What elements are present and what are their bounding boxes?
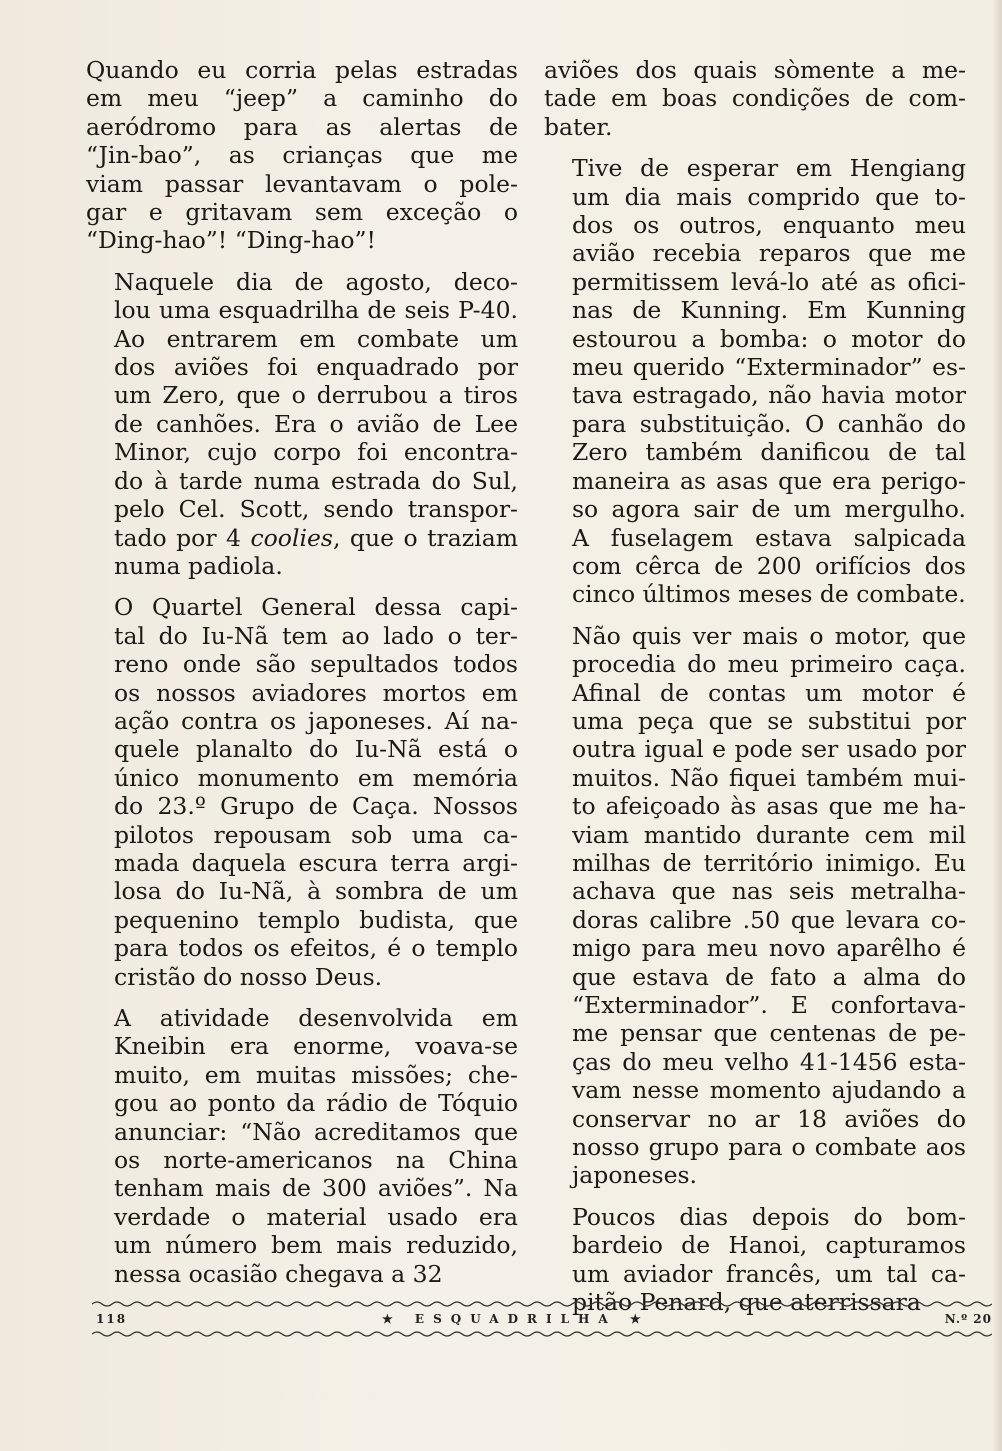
text-line: tava estragado, não havia motor bbox=[572, 381, 966, 410]
text-line: viam passar levantavam o pole- bbox=[86, 169, 518, 198]
text-line: Ao entrarem em combate um bbox=[114, 324, 518, 353]
text-line: muitos. Não fiquei também mui- bbox=[572, 763, 966, 792]
text-line: do à tarde numa estrada do Sul, bbox=[114, 466, 518, 495]
text-line: tado por 4 coolies, que o traziam bbox=[114, 523, 518, 552]
text-line: O Quartel General dessa capi- bbox=[114, 593, 518, 622]
text-line: A atividade desenvolvida em bbox=[114, 1004, 518, 1032]
text-line: nessa ocasião chegava a 32 bbox=[114, 1259, 443, 1288]
text-line: “Exterminador”. E confortava- bbox=[572, 991, 966, 1019]
text-line: doras calibre .50 que levara co- bbox=[572, 905, 966, 934]
text-line: viam mantido durante cem mil bbox=[572, 820, 966, 849]
text-line: Minor, cujo corpo foi encontra- bbox=[114, 438, 518, 467]
paragraph bbox=[544, 154, 966, 609]
text-line: Não quis ver mais o motor, que bbox=[572, 621, 966, 650]
text-line: conservar no ar 18 aviões do bbox=[572, 1104, 966, 1133]
magazine-name: ★ ESQUADRILHA ★ bbox=[382, 1312, 650, 1326]
text-line: “Jin-bao”, as crianças que me bbox=[86, 141, 518, 170]
text-line: Quando eu corria pelas estradas bbox=[86, 56, 518, 84]
text-line: migo para meu novo aparêlho é bbox=[572, 934, 966, 963]
text-line: um Zero, que o derrubou a tiros bbox=[114, 381, 518, 410]
text-line: Kneibin era enorme, voava-se bbox=[114, 1032, 518, 1061]
text-line: avião recebia reparos que me bbox=[572, 239, 966, 268]
text-line: pilotos repousam sob uma ca- bbox=[114, 820, 518, 849]
text-line: tenham mais de 300 aviões”. Na bbox=[114, 1174, 518, 1203]
text-line: vam nesse momento ajudando a bbox=[572, 1076, 966, 1105]
text-line: milhas de território inimigo. Eu bbox=[572, 848, 966, 877]
page-edge-shadow bbox=[992, 0, 1002, 1451]
page-footer bbox=[92, 1300, 992, 1340]
text-line: losa do Iu-Nã, à sombra de um bbox=[114, 877, 518, 906]
text-line: anunciar: “Não acreditamos que bbox=[114, 1117, 518, 1146]
paragraph bbox=[86, 593, 518, 991]
paragraph bbox=[86, 56, 518, 255]
text-line: bater. bbox=[544, 112, 613, 141]
text-line: verdade o material usado era bbox=[114, 1202, 518, 1231]
text-line: de canhões. Era o avião de Lee bbox=[114, 409, 518, 438]
text-line: tal do Iu-Nã tem ao lado o ter- bbox=[114, 621, 518, 650]
text-line: Poucos dias depois do bom- bbox=[572, 1202, 966, 1231]
text-line: aeródromo para as alertas de bbox=[86, 112, 518, 141]
text-line: nosso grupo para o combate aos bbox=[572, 1133, 966, 1162]
text-line: gar e gritavam sem exceção o bbox=[86, 198, 518, 227]
text-line: cristão do nosso Deus. bbox=[114, 962, 383, 991]
text-line: dos os outros, enquanto meu bbox=[572, 211, 966, 240]
text-line: pitão Penard, que aterrissara bbox=[572, 1288, 921, 1317]
text-line: permitissem levá-lo até as ofici- bbox=[572, 267, 966, 296]
text-line: um número bem mais reduzido, bbox=[114, 1231, 518, 1260]
issue-number: N.º 20 bbox=[944, 1312, 992, 1326]
text-line: com cêrca de 200 orifícios dos bbox=[572, 551, 966, 580]
text-line: uma peça que se substitui por bbox=[572, 706, 966, 735]
text-line: meu querido “Exterminador” es- bbox=[572, 353, 966, 382]
text-line: pequenino templo budista, que bbox=[114, 905, 518, 934]
text-line: mada daquela escura terra argi- bbox=[114, 848, 518, 877]
text-line: ação contra os japoneses. Aí na- bbox=[114, 706, 518, 735]
text-line: to afeiçoado às asas que me ha- bbox=[572, 792, 966, 821]
text-line: aviões dos quais sòmente a me- bbox=[544, 56, 966, 84]
text-line: lou uma esquadrilha de seis P-40. bbox=[114, 296, 518, 325]
text-line: muito, em muitas missões; che- bbox=[114, 1060, 518, 1089]
text-line: reno onde são sepultados todos bbox=[114, 650, 518, 679]
text-line: um aviador francês, um tal ca- bbox=[572, 1259, 966, 1288]
text-line: quele planalto do Iu-Nã está o bbox=[114, 735, 518, 764]
text-line: em meu “jeep” a caminho do bbox=[86, 84, 518, 113]
paragraph bbox=[544, 56, 966, 141]
paragraph bbox=[86, 1004, 518, 1288]
text-line: gou ao ponto da rádio de Tóquio bbox=[114, 1089, 518, 1118]
paragraph bbox=[86, 268, 518, 580]
text-line: os norte-americanos na China bbox=[114, 1146, 518, 1175]
text-line: Tive de esperar em Hengiang bbox=[572, 154, 966, 183]
text-line: os nossos aviadores mortos em bbox=[114, 678, 518, 707]
text-line: procedia do meu primeiro caça. bbox=[572, 650, 966, 679]
page-number: 118 bbox=[96, 1312, 128, 1326]
text-line: “Ding-hao”! “Ding-hao”! bbox=[86, 226, 376, 255]
footer-wavy-rule-top bbox=[92, 1300, 992, 1308]
text-line: um dia mais comprido que to- bbox=[572, 182, 966, 211]
text-line: Afinal de contas um motor é bbox=[572, 678, 966, 707]
text-line: maneira as asas que era perigo- bbox=[572, 466, 966, 495]
left-column bbox=[86, 56, 518, 1301]
text-line: pelo Cel. Scott, sendo transpor- bbox=[114, 495, 518, 524]
text-line: do 23.º Grupo de Caça. Nossos bbox=[114, 792, 518, 821]
text-line: numa padiola. bbox=[114, 551, 283, 580]
text-line: único monumento em memória bbox=[114, 763, 518, 792]
paragraph bbox=[544, 622, 966, 1190]
text-line: so agora sair de um mergulho. bbox=[572, 495, 966, 524]
text-line: me pensar que centenas de pe- bbox=[572, 1019, 966, 1048]
text-line: Zero também danificou de tal bbox=[572, 438, 966, 467]
text-line: para substituição. O canhão do bbox=[572, 409, 966, 438]
text-line: achava que nas seis metralha- bbox=[572, 877, 966, 906]
text-line: A fuselagem estava salpicada bbox=[572, 523, 966, 552]
text-line: ças do meu velho 41-1456 esta- bbox=[572, 1047, 966, 1076]
text-line: nas de Kunning. Em Kunning bbox=[572, 296, 966, 325]
text-line: que estava de fato a alma do bbox=[572, 962, 966, 991]
text-line: Naquele dia de agosto, deco- bbox=[114, 267, 518, 296]
text-line: outra igual e pode ser usado por bbox=[572, 735, 966, 764]
text-line: estourou a bomba: o motor do bbox=[572, 324, 966, 353]
footer-wavy-rule-bottom bbox=[92, 1330, 992, 1338]
text-line: cinco últimos meses de combate. bbox=[572, 580, 966, 609]
text-line: bardeio de Hanoi, capturamos bbox=[572, 1231, 966, 1260]
text-line: para todos os efeitos, é o templo bbox=[114, 934, 518, 963]
text-line: tade em boas condições de com- bbox=[544, 84, 966, 113]
text-line: japoneses. bbox=[572, 1161, 698, 1190]
right-column bbox=[544, 56, 966, 1329]
text-line: dos aviões foi enquadrado por bbox=[114, 353, 518, 382]
